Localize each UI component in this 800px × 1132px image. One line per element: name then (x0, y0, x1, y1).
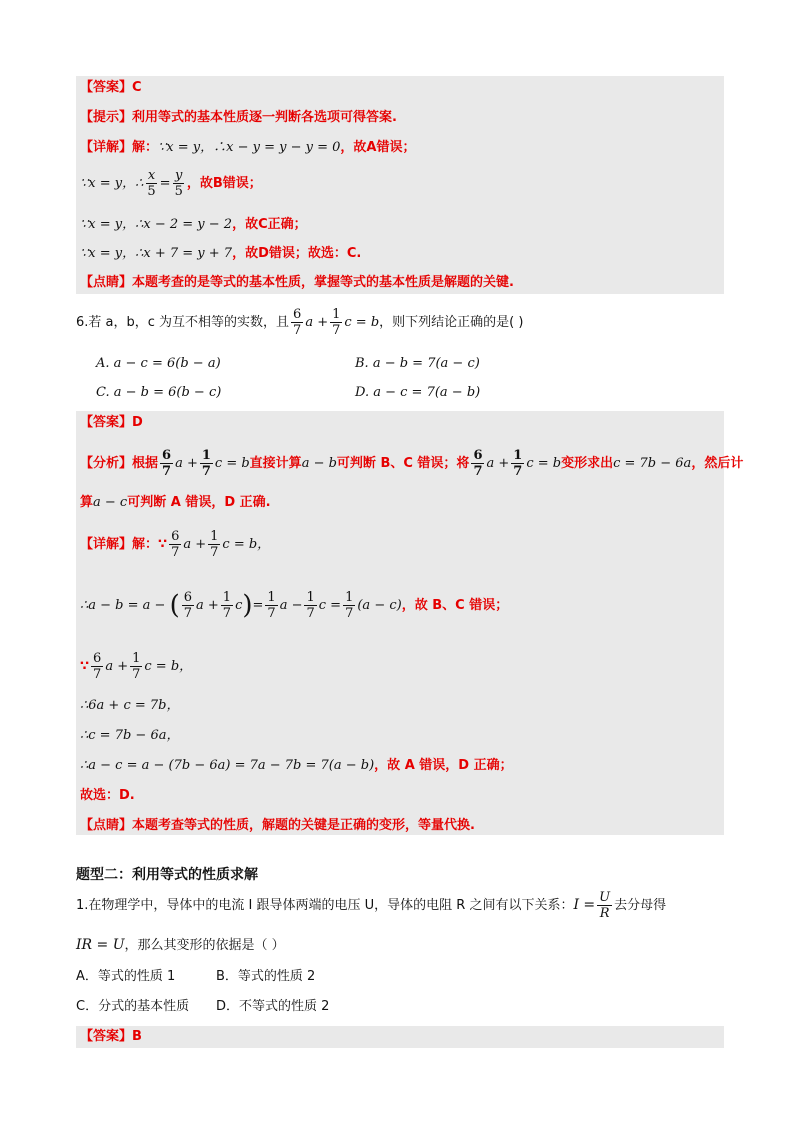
q6-detail-line-1: 【详解】解：∵ $\frac{6}{7}$ a + $\frac{1}{7}$ c = b， (80, 529, 271, 560)
q6-analysis-line-1: 【分析】根据 $\frac{6}{7}$ a + $\frac{1}{7}$ c = b直接计算a − b可判断 B、C 错误；将 $\frac{6}{7}$ a + $\frac{1}{7}$ c = b变形求出c = 7b − 6a，然后计 (80, 448, 744, 479)
q6-option-c: C. a − b = 6(b − c) (96, 385, 222, 400)
fraction: $\frac{6}{7}$ (171, 529, 180, 560)
fraction: $\frac{1}{7}$ (201, 448, 211, 479)
q6-stem: 6.若 a，b，c 为互不相等的实数，且 $\frac{6}{7}$ a + $\frac{1}{7}$ c = b，则下列结论正确的是( ) (76, 307, 524, 338)
q6-answer-line (80, 414, 143, 432)
answer-label: 【答案】 (80, 415, 133, 430)
q5-hint-line (80, 109, 397, 127)
q1-option-c: C．分式的基本性质 (76, 999, 190, 1014)
q1-stem-line-2: IR = U，那么其变形的依据是（ ） (76, 937, 285, 953)
math-expression: ∵x = y，∴x + 7 = y + 7 (80, 246, 233, 261)
fraction: $\frac{1}{7}$ (267, 590, 276, 621)
fraction: $\frac{x}{5}$ (147, 168, 156, 199)
fraction: $\frac{1}{7}$ (332, 307, 341, 338)
comment-text: 本题考查的是等式的基本性质，掌握等式的基本性质是解题的关键. (132, 275, 514, 290)
question-tail: 去分母得 (614, 898, 667, 913)
q1-option-b: B．等式的性质 2 (216, 969, 316, 984)
fraction: $\frac{6}{7}$ (293, 307, 302, 338)
fraction: $\frac{1}{7}$ (345, 590, 354, 621)
analysis-label: 【分析】 (80, 456, 133, 471)
q6-detail-line-3: ∵ $\frac{6}{7}$ a + $\frac{1}{7}$ c = b， (80, 651, 193, 682)
q6-comment-line (80, 817, 475, 835)
hint-label: 【提示】 (80, 110, 133, 125)
q5-detail-line-3 (80, 216, 307, 234)
detail-prefix: 解： (132, 140, 159, 155)
q1-solution-block (76, 1026, 724, 1048)
fraction: $\frac{1}{7}$ (306, 590, 315, 621)
q5-comment-line (80, 274, 514, 292)
conclusion-text: ，故 B、C 错误； (401, 598, 509, 613)
conclusion-text: ，故C正确； (232, 217, 307, 232)
math-expression: ∵x = y，∴ (80, 176, 144, 191)
fraction: $\frac{1}{7}$ (210, 529, 219, 560)
fraction: $\frac{y}{5}$ (174, 168, 183, 199)
fraction: $\frac{6}{7}$ (93, 651, 102, 682)
answer-label: 【答案】 (80, 1029, 133, 1044)
q5-detail-line-1 (80, 139, 415, 157)
fraction: $\frac{6}{7}$ (162, 448, 172, 479)
answer-value: D (132, 415, 143, 430)
q6-detail-line-6 (80, 757, 513, 775)
conclusion-text: ，故B错误； (186, 176, 262, 191)
q5-detail-line-4 (80, 245, 361, 263)
math-expression: ∵x = y，∴x − 2 = y − 2 (80, 217, 233, 232)
math-expression: ∴a − c = a − (7b − 6a) = 7a − 7b = 7(a − b) (80, 758, 375, 773)
q6-option-d: D. a − c = 7(a − b) (355, 385, 481, 400)
fraction: $\frac{6}{7}$ (473, 448, 483, 479)
q5-answer-line (80, 79, 142, 97)
conclusion-text: ，故 A 错误，D 正确； (374, 758, 513, 773)
math-expression: ∵x = y，∴x − y = y − y = 0 (158, 140, 341, 155)
q1-stem-line-1: 1.在物理学中，导体中的电流 I 跟导体两端的电压 U，导体的电阻 R 之间有以下关系：I = $\frac{U}{R}$ 去分母得 (76, 890, 667, 921)
q1-answer-line (80, 1028, 142, 1046)
q6-detail-line-2: ∴a − b = a − ( $\frac{6}{7}$ a + $\frac{1}{7}$ c)= $\frac{1}{7}$ a − $\frac{1}{7}$ c = $\frac{1}{7}$ (a − c)，故 B、C 错误； (80, 590, 509, 621)
q6-option-b: B. a − b = 7(a − c) (355, 356, 480, 371)
answer-label: 【答案】 (80, 80, 133, 95)
answer-value: C (132, 80, 142, 95)
math-expression: ∴a − b = a − (80, 598, 166, 613)
q5-detail-line-2: ∵x = y，∴ $\frac{x}{5}$ = $\frac{y}{5}$ ，故B错误； (80, 168, 262, 199)
q6-detail-line-4: ∴6a + c = 7b， (80, 698, 180, 713)
math-expression: IR = U (76, 937, 125, 953)
question-text: 6.若 a，b，c 为互不相等的实数，且 (76, 315, 290, 330)
fraction: $\frac{6}{7}$ (183, 590, 193, 621)
question-tail: ，则下列结论正确的是( ) (379, 315, 524, 330)
fraction: $\frac{1}{7}$ (513, 448, 523, 479)
question-text: 1.在物理学中，导体中的电流 I 跟导体两端的电压 U，导体的电阻 R 之间有以下关系： (76, 898, 574, 913)
answer-value: B (132, 1029, 142, 1044)
comment-label: 【点睛】 (80, 818, 133, 833)
hint-text: 利用等式的基本性质逐一判断各选项可得答案. (132, 110, 397, 125)
fraction: $\frac{1}{7}$ (132, 651, 141, 682)
q1-option-d: D．不等式的性质 2 (216, 999, 330, 1014)
conclusion-text: ，故D错误；故选：C. (232, 246, 362, 261)
fraction: $\frac{1}{7}$ (222, 590, 232, 621)
q1-option-a: A．等式的性质 1 (76, 969, 176, 984)
q6-option-a: A. a − c = 6(b − a) (96, 356, 221, 371)
conclusion-text: ，故A错误； (340, 140, 416, 155)
fraction: $\frac{U}{R}$ (599, 890, 611, 921)
detail-label: 【详解】 (80, 537, 133, 552)
q6-detail-line-5: ∴c = 7b − 6a， (80, 728, 180, 743)
detail-label: 【详解】 (80, 140, 133, 155)
section-heading: 题型二：利用等式的性质求解 (76, 867, 258, 883)
comment-text: 本题考查等式的性质，解题的关键是正确的变形，等量代换. (132, 818, 475, 833)
comment-label: 【点睛】 (80, 275, 133, 290)
q6-detail-line-7: 故选：D. (80, 788, 135, 803)
q6-analysis-line-2: 算a − c可判断 A 错误，D 正确. (80, 495, 271, 510)
